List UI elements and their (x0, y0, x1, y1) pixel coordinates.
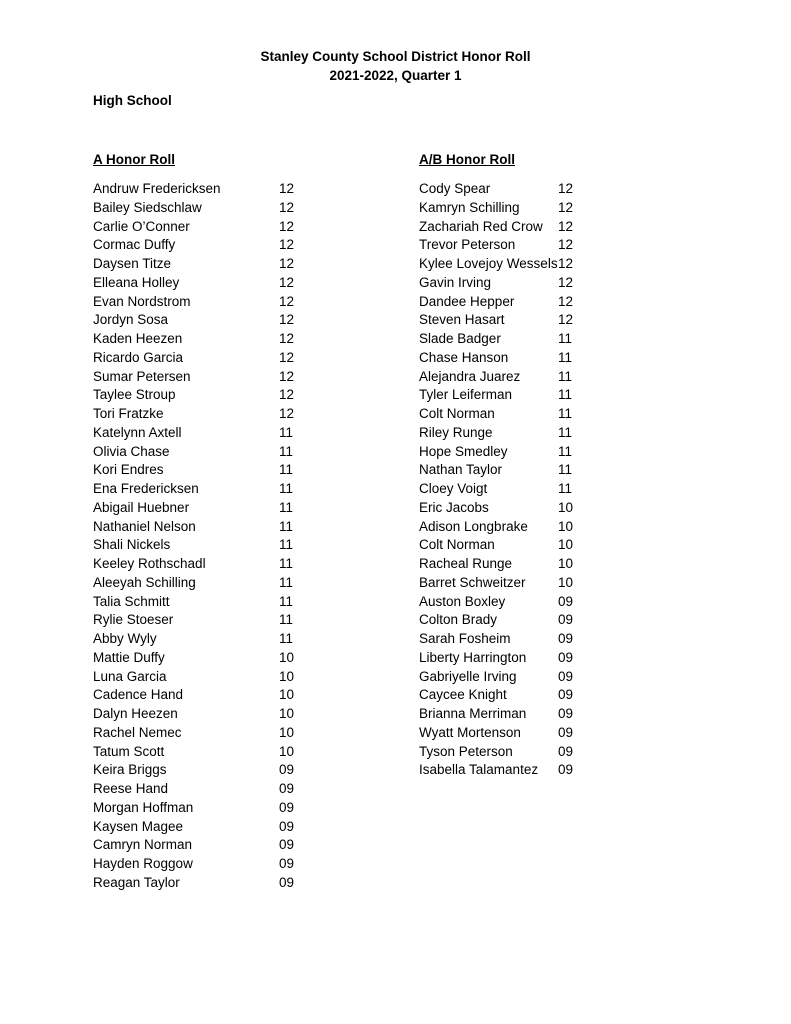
student-row (93, 630, 313, 649)
student-row (93, 199, 313, 218)
student-name: Camryn Norman (93, 837, 193, 853)
student-grade: 12 (558, 181, 574, 196)
student-row (93, 236, 313, 255)
student-row (93, 255, 313, 274)
student-name: Wyatt Mortenson (419, 724, 521, 740)
student-row (419, 424, 599, 443)
student-grade: 11 (279, 443, 294, 459)
student-name: Katelynn Axtell (93, 424, 182, 440)
student-row (419, 705, 599, 724)
student-name: Ena Fredericksen (93, 481, 199, 496)
student-name: Abigail Huebner (93, 499, 190, 515)
student-name: Barret Schweitzer (419, 574, 526, 590)
student-row (93, 536, 313, 555)
student-grade: 09 (279, 837, 295, 853)
student-grade: 12 (558, 199, 574, 215)
student-row (93, 780, 313, 799)
student-grade: 11 (558, 387, 573, 403)
student-row (93, 386, 313, 405)
student-name: Sarah Fosheim (419, 631, 511, 646)
student-name: Tatum Scott (93, 743, 165, 759)
student-name: Riley Runge (419, 424, 493, 440)
student-name: Racheal Runge (419, 556, 513, 571)
student-grade: 11 (279, 593, 294, 609)
student-row (419, 574, 599, 593)
student-name: Mattie Duffy (93, 649, 165, 665)
student-name: Talia Schmitt (93, 593, 170, 609)
student-name: Kylee Lovejoy Wessels (419, 256, 558, 271)
student-name: Colt Norman (419, 537, 495, 553)
student-row (93, 349, 313, 368)
student-row (93, 855, 313, 874)
student-row (93, 574, 313, 593)
student-name: Andruw Fredericksen (93, 181, 221, 196)
student-name: Trevor Peterson (419, 237, 516, 253)
student-name: Nathaniel Nelson (93, 518, 196, 534)
student-grade: 11 (279, 574, 294, 590)
student-name: Luna Garcia (93, 668, 167, 684)
student-name: Aleeyah Schilling (93, 574, 196, 590)
student-name: Tori Fratzke (93, 406, 164, 421)
student-grade: 09 (279, 856, 295, 871)
student-name: Carlie O’Conner (93, 218, 190, 234)
student-name: Gavin Irving (419, 274, 492, 290)
student-grade: 10 (279, 687, 295, 703)
student-row (93, 686, 313, 705)
student-grade: 11 (558, 331, 573, 346)
student-name: Adison Longbrake (419, 518, 528, 534)
student-name: Abby Wyly (93, 631, 157, 646)
student-row (93, 818, 313, 837)
student-name: Colton Brady (419, 612, 498, 628)
student-grade: 11 (279, 499, 294, 515)
student-grade: 10 (558, 556, 574, 571)
student-name: Gabriyelle Irving (419, 668, 517, 684)
student-grade: 11 (279, 481, 294, 496)
student-name: Colt Norman (419, 406, 495, 421)
student-name: Daysen Titze (93, 256, 172, 271)
document-subtitle: 2021-2022, Quarter 1 (329, 68, 462, 83)
student-name: Rylie Stoeser (93, 612, 174, 628)
student-grade: 12 (279, 237, 295, 253)
student-grade: 10 (558, 537, 574, 553)
student-grade: 12 (558, 312, 574, 328)
student-grade: 12 (279, 387, 295, 403)
ab-honor-roll-column (419, 151, 599, 780)
student-grade: 09 (558, 593, 574, 609)
student-name: Tyson Peterson (419, 743, 513, 759)
student-name: Cormac Duffy (93, 237, 176, 253)
student-name: Kaden Heezen (93, 331, 183, 346)
student-row (419, 330, 599, 349)
student-grade: 11 (558, 481, 573, 496)
student-name: Evan Nordstrom (93, 293, 191, 309)
student-name: Tyler Leiferman (419, 387, 513, 403)
student-grade: 11 (558, 349, 573, 365)
student-grade: 09 (558, 706, 574, 721)
student-grade: 11 (279, 612, 294, 628)
student-grade: 09 (558, 687, 574, 703)
student-grade: 09 (279, 818, 295, 834)
student-row (419, 349, 599, 368)
student-row (93, 461, 313, 480)
student-grade: 09 (279, 762, 295, 778)
student-row (419, 293, 599, 312)
student-name: Keira Briggs (93, 762, 167, 778)
student-grade: 09 (558, 612, 574, 628)
ab-honor-roll-list (419, 180, 599, 780)
student-grade: 09 (558, 762, 574, 778)
student-grade: 12 (279, 349, 295, 365)
student-row (93, 555, 313, 574)
student-grade: 12 (279, 274, 295, 290)
student-grade: 12 (279, 199, 295, 215)
student-grade: 12 (279, 256, 295, 271)
student-grade: 11 (279, 631, 294, 646)
student-row (93, 836, 313, 855)
student-name: Shali Nickels (93, 537, 171, 553)
student-grade: 09 (279, 799, 295, 815)
student-grade: 12 (558, 256, 574, 271)
student-grade: 11 (279, 537, 294, 553)
student-name: Nathan Taylor (419, 462, 503, 478)
student-row (419, 611, 599, 630)
student-name: Taylee Stroup (93, 387, 176, 403)
student-row (93, 311, 313, 330)
student-row (93, 668, 313, 687)
section-label: High School (93, 93, 172, 108)
student-grade: 10 (558, 499, 574, 515)
student-row (93, 443, 313, 462)
student-name: Reese Hand (93, 781, 169, 796)
student-row (419, 180, 599, 199)
student-name: Reagan Taylor (93, 874, 180, 890)
student-grade: 11 (558, 462, 573, 478)
student-row (419, 480, 599, 499)
student-grade: 10 (279, 743, 295, 759)
student-name: Slade Badger (419, 331, 501, 346)
student-row (419, 236, 599, 255)
student-name: Bailey Siedschlaw (93, 199, 202, 215)
student-name: Cloey Voigt (419, 481, 488, 496)
student-row (419, 386, 599, 405)
document-title: Stanley County School District Honor Roll (260, 49, 531, 64)
student-row (419, 255, 599, 274)
student-row (419, 668, 599, 687)
student-row (419, 461, 599, 480)
student-grade: 09 (558, 631, 574, 646)
document-header (0, 47, 791, 85)
student-grade: 12 (279, 181, 295, 196)
student-row (93, 274, 313, 293)
student-row (93, 499, 313, 518)
student-name: Ricardo Garcia (93, 349, 184, 365)
student-row (93, 330, 313, 349)
a-honor-roll-heading: A Honor Roll (93, 152, 175, 167)
student-name: Hayden Roggow (93, 856, 193, 871)
student-name: Eric Jacobs (419, 499, 489, 515)
student-name: Cody Spear (419, 181, 491, 196)
student-grade: 11 (279, 424, 294, 440)
student-row (93, 611, 313, 630)
student-row (419, 686, 599, 705)
student-grade: 11 (558, 424, 573, 440)
student-row (93, 480, 313, 499)
student-name: Olivia Chase (93, 443, 170, 459)
student-row (93, 405, 313, 424)
student-grade: 12 (279, 218, 295, 234)
student-row (419, 405, 599, 424)
student-grade: 10 (558, 518, 574, 534)
student-row (93, 180, 313, 199)
student-row (93, 424, 313, 443)
student-row (419, 536, 599, 555)
student-row (93, 649, 313, 668)
student-grade: 12 (558, 274, 574, 290)
student-name: Dandee Hepper (419, 293, 515, 309)
student-row (93, 761, 313, 780)
student-grade: 09 (279, 781, 295, 796)
student-grade: 11 (558, 406, 573, 421)
student-name: Steven Hasart (419, 312, 505, 328)
student-name: Keeley Rothschadl (93, 556, 206, 571)
student-grade: 12 (558, 218, 574, 234)
student-grade: 11 (279, 556, 294, 571)
student-row (419, 724, 599, 743)
student-grade: 11 (279, 518, 294, 534)
student-grade: 12 (279, 293, 295, 309)
student-grade: 10 (279, 724, 295, 740)
a-honor-roll-column (93, 151, 313, 893)
student-row (93, 518, 313, 537)
student-name: Hope Smedley (419, 443, 508, 459)
student-grade: 10 (279, 668, 295, 684)
student-row (419, 743, 599, 762)
student-grade: 12 (558, 293, 574, 309)
student-name: Dalyn Heezen (93, 706, 178, 721)
student-name: Morgan Hoffman (93, 799, 194, 815)
student-name: Liberty Harrington (419, 649, 527, 665)
student-name: Alejandra Juarez (419, 368, 521, 384)
student-grade: 11 (279, 462, 294, 478)
student-grade: 09 (558, 724, 574, 740)
student-row (419, 761, 599, 780)
student-grade: 12 (279, 331, 295, 346)
student-name: Auston Boxley (419, 593, 506, 609)
student-row (93, 293, 313, 312)
student-row (419, 499, 599, 518)
student-name: Jordyn Sosa (93, 312, 169, 328)
student-name: Caycee Knight (419, 687, 507, 703)
student-grade: 11 (558, 443, 573, 459)
student-grade: 12 (279, 312, 295, 328)
student-name: Zachariah Red Crow (419, 218, 543, 234)
student-name: Sumar Petersen (93, 368, 191, 384)
student-row (93, 799, 313, 818)
student-name: Elleana Holley (93, 274, 180, 290)
student-name: Rachel Nemec (93, 724, 182, 740)
student-grade: 10 (558, 574, 574, 590)
student-row (93, 874, 313, 893)
student-row (419, 311, 599, 330)
student-grade: 10 (279, 649, 295, 665)
student-row (93, 368, 313, 387)
student-name: Cadence Hand (93, 687, 184, 703)
student-row (419, 649, 599, 668)
student-row (93, 724, 313, 743)
student-row (419, 630, 599, 649)
student-row (419, 199, 599, 218)
student-row (419, 218, 599, 237)
student-grade: 12 (279, 368, 295, 384)
student-row (93, 593, 313, 612)
student-row (419, 593, 599, 612)
student-grade: 12 (558, 237, 574, 253)
student-name: Kori Endres (93, 462, 164, 478)
student-row (419, 518, 599, 537)
ab-honor-roll-heading: A/B Honor Roll (419, 152, 515, 167)
student-grade: 12 (279, 406, 295, 421)
student-row (419, 274, 599, 293)
student-name: Chase Hanson (419, 349, 509, 365)
student-grade: 11 (558, 368, 573, 384)
student-row (419, 443, 599, 462)
student-name: Kaysen Magee (93, 818, 184, 834)
student-grade: 09 (558, 668, 574, 684)
student-name: Brianna Merriman (419, 706, 527, 721)
student-name: Kamryn Schilling (419, 199, 520, 215)
student-name: Isabella Talamantez (419, 762, 539, 778)
student-row (419, 368, 599, 387)
student-row (93, 705, 313, 724)
student-grade: 09 (279, 874, 295, 890)
student-grade: 09 (558, 743, 574, 759)
student-row (93, 218, 313, 237)
a-honor-roll-list (93, 180, 313, 893)
student-row (93, 743, 313, 762)
student-grade: 09 (558, 649, 574, 665)
student-row (419, 555, 599, 574)
student-grade: 10 (279, 706, 295, 721)
